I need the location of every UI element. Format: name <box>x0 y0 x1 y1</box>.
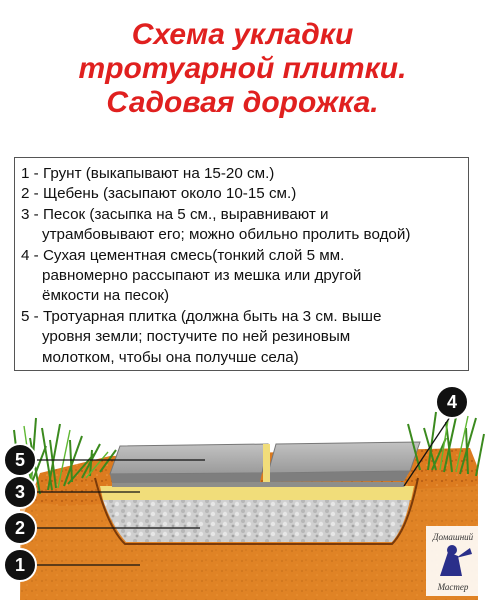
diagram-title <box>0 18 485 120</box>
marker-4 <box>436 386 468 418</box>
gravel-layer <box>103 500 410 542</box>
marker-2 <box>4 512 36 544</box>
marker-3 <box>4 476 36 508</box>
title-line-3: Садовая дорожка. <box>106 86 379 119</box>
legend-line: равномерно рассыпают из мешка или другой <box>42 267 362 285</box>
marker-3-label: 3 <box>14 482 26 502</box>
marker-1-label: 1 <box>14 555 26 575</box>
marker-5 <box>4 444 36 476</box>
legend-item-1 <box>21 164 462 184</box>
legend-item-5 <box>21 307 462 368</box>
legend-line: ёмкости на песок) <box>42 287 170 305</box>
legend-line: 2 - Щебень (засыпают около 10-15 см.) <box>21 185 297 203</box>
legend-line: утрамбовывают его; можно обильно пролить водой) <box>42 226 411 244</box>
legend-line: уровня земли; постучите по ней резиновым <box>42 328 351 346</box>
sand-layer <box>100 486 414 500</box>
logo-text-top: Домашний <box>432 532 474 542</box>
legend-box <box>14 157 469 371</box>
cement-layer <box>112 482 404 487</box>
legend-line: 5 - Тротуарная плитка (должна быть на 3 см. выше <box>21 307 382 325</box>
legend-line: 3 - Песок (засыпка на 5 см., выравнивают и <box>21 205 329 223</box>
marker-5-label: 5 <box>14 450 26 470</box>
paving-tiles <box>110 442 420 483</box>
legend-line: молотком, чтобы она получше села) <box>42 348 299 366</box>
legend-line: 4 - Сухая цементная смесь(тонкий слой 5 мм. <box>21 246 345 264</box>
logo-text-bottom: Мастер <box>437 582 469 592</box>
marker-4-label: 4 <box>446 392 458 412</box>
marker-1 <box>4 549 36 581</box>
paving-cross-section <box>0 378 485 600</box>
legend-line: 1 - Грунт (выкапывают на 15-20 см.) <box>21 165 275 182</box>
logo-watermark <box>426 526 480 596</box>
legend-item-2 <box>21 184 462 204</box>
marker-2-label: 2 <box>14 518 26 538</box>
title-line-1: Схема укладки <box>131 18 354 51</box>
title-line-2: тротуарной плитки. <box>78 52 407 85</box>
legend-item-3 <box>21 205 462 246</box>
legend-item-4 <box>21 246 462 307</box>
